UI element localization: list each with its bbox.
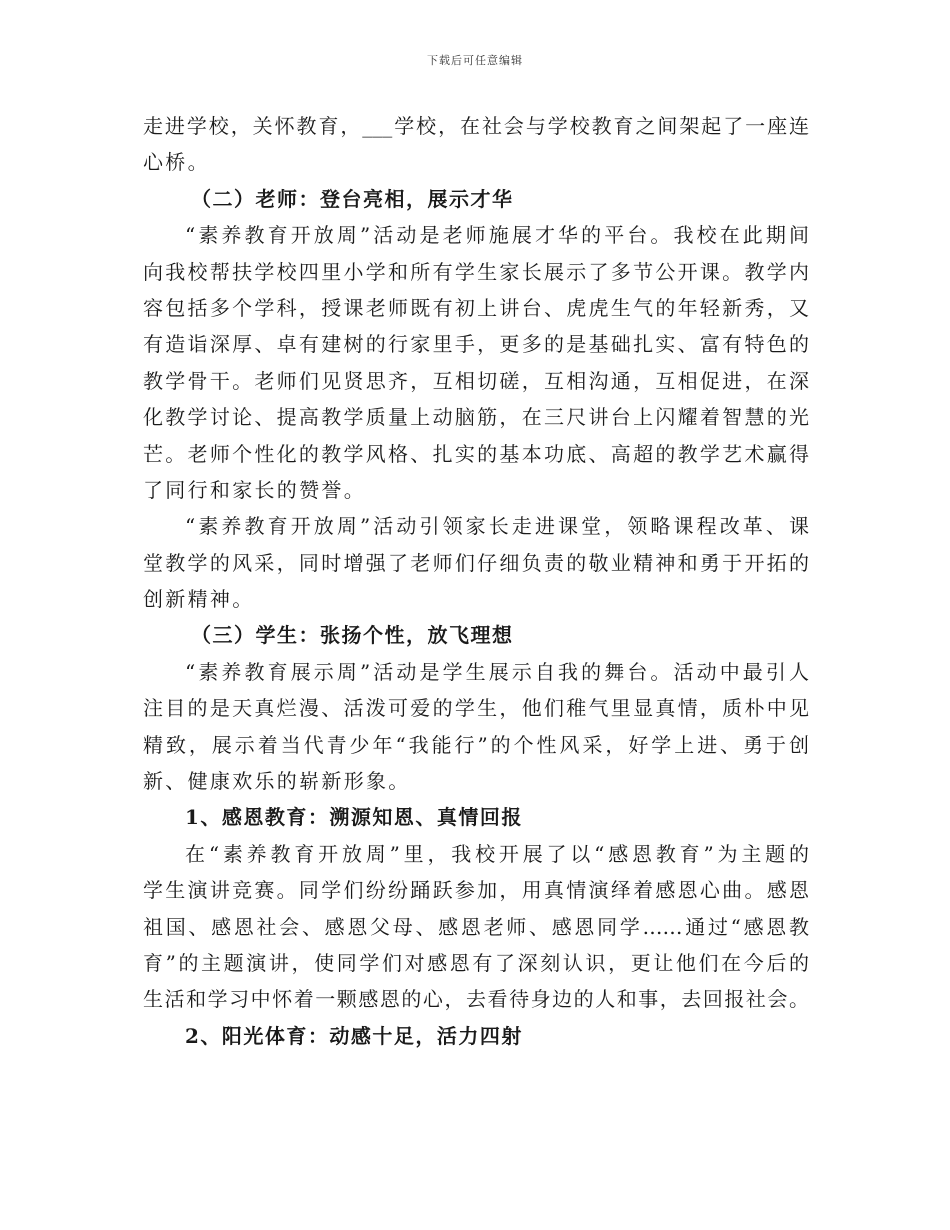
text-line: 芒。老师个性化的教学风格、扎实的基本功底、高超的教学艺术赢得	[143, 441, 809, 466]
text-line: 化教学讨论、提高教学质量上动脑筋，在三尺讲台上闪耀着智慧的光	[143, 405, 809, 430]
text-line: 向我校帮扶学校四里小学和所有学生家长展示了多节公开课。教学内	[143, 259, 809, 284]
section-heading: 2、阳光体育：动感十足，活力四射	[185, 1023, 523, 1048]
section-heading: （三）学生：张扬个性，放飞理想	[191, 623, 514, 648]
text-line: 走进学校，关怀教育，___学校，在社会与学校教育之间架起了一座连	[143, 114, 809, 138]
text-line: 创新精神。	[143, 587, 255, 612]
text-line: “素养教育开放周”活动引领家长走进课堂，领略课程改革、课	[185, 514, 809, 539]
text-line: 新、健康欢乐的崭新形象。	[143, 769, 411, 794]
text-line: “素养教育展示周”活动是学生展示自我的舞台。活动中最引人	[185, 659, 809, 684]
text-line: “素养教育开放周”活动是老师施展才华的平台。我校在此期间	[185, 223, 809, 248]
text-line: 了同行和家长的赞誉。	[143, 477, 366, 502]
text-line: 教学骨干。老师们见贤思齐，互相切磋，互相沟通，互相促进，在深	[143, 368, 809, 393]
text-line: 精致，展示着当代青少年“我能行”的个性风采，好学上进、勇于创	[143, 732, 809, 757]
text-line: 学生演讲竞赛。同学们纷纷踊跃参加，用真情演绎着感恩心曲。感恩	[143, 878, 809, 903]
text-line: 祖国、感恩社会、感恩父母、感恩老师、感恩同学……通过“感恩教	[143, 914, 809, 939]
page-header: 下载后可任意编辑	[427, 54, 523, 67]
text-line: 注目的是天真烂漫、活泼可爱的学生，他们稚气里显真情，质朴中见	[143, 696, 809, 721]
text-line: 在“素养教育开放周”里，我校开展了以“感恩教育”为主题的	[185, 841, 809, 866]
text-line: 生活和学习中怀着一颗感恩的心，去看待身边的人和事，去回报社会。	[143, 987, 809, 1012]
text-line: 容包括多个学科，授课老师既有初上讲台、虎虎生气的年轻新秀，又	[143, 295, 809, 320]
section-heading: 1、感恩教育：溯源知恩、真情回报	[185, 805, 523, 830]
text-line: 有造诣深厚、卓有建树的行家里手，更多的是基础扎实、富有特色的	[143, 332, 809, 357]
text-line: 育”的主题演讲，使同学们对感恩有了深刻认识，更让他们在今后的	[143, 950, 809, 975]
text-line: 堂教学的风采，同时增强了老师们仔细负责的敬业精神和勇于开拓的	[143, 550, 809, 575]
section-heading: （二）老师：登台亮相，展示才华	[191, 186, 514, 211]
body-text	[143, 108, 809, 1054]
text-line: 心桥。	[143, 150, 210, 175]
